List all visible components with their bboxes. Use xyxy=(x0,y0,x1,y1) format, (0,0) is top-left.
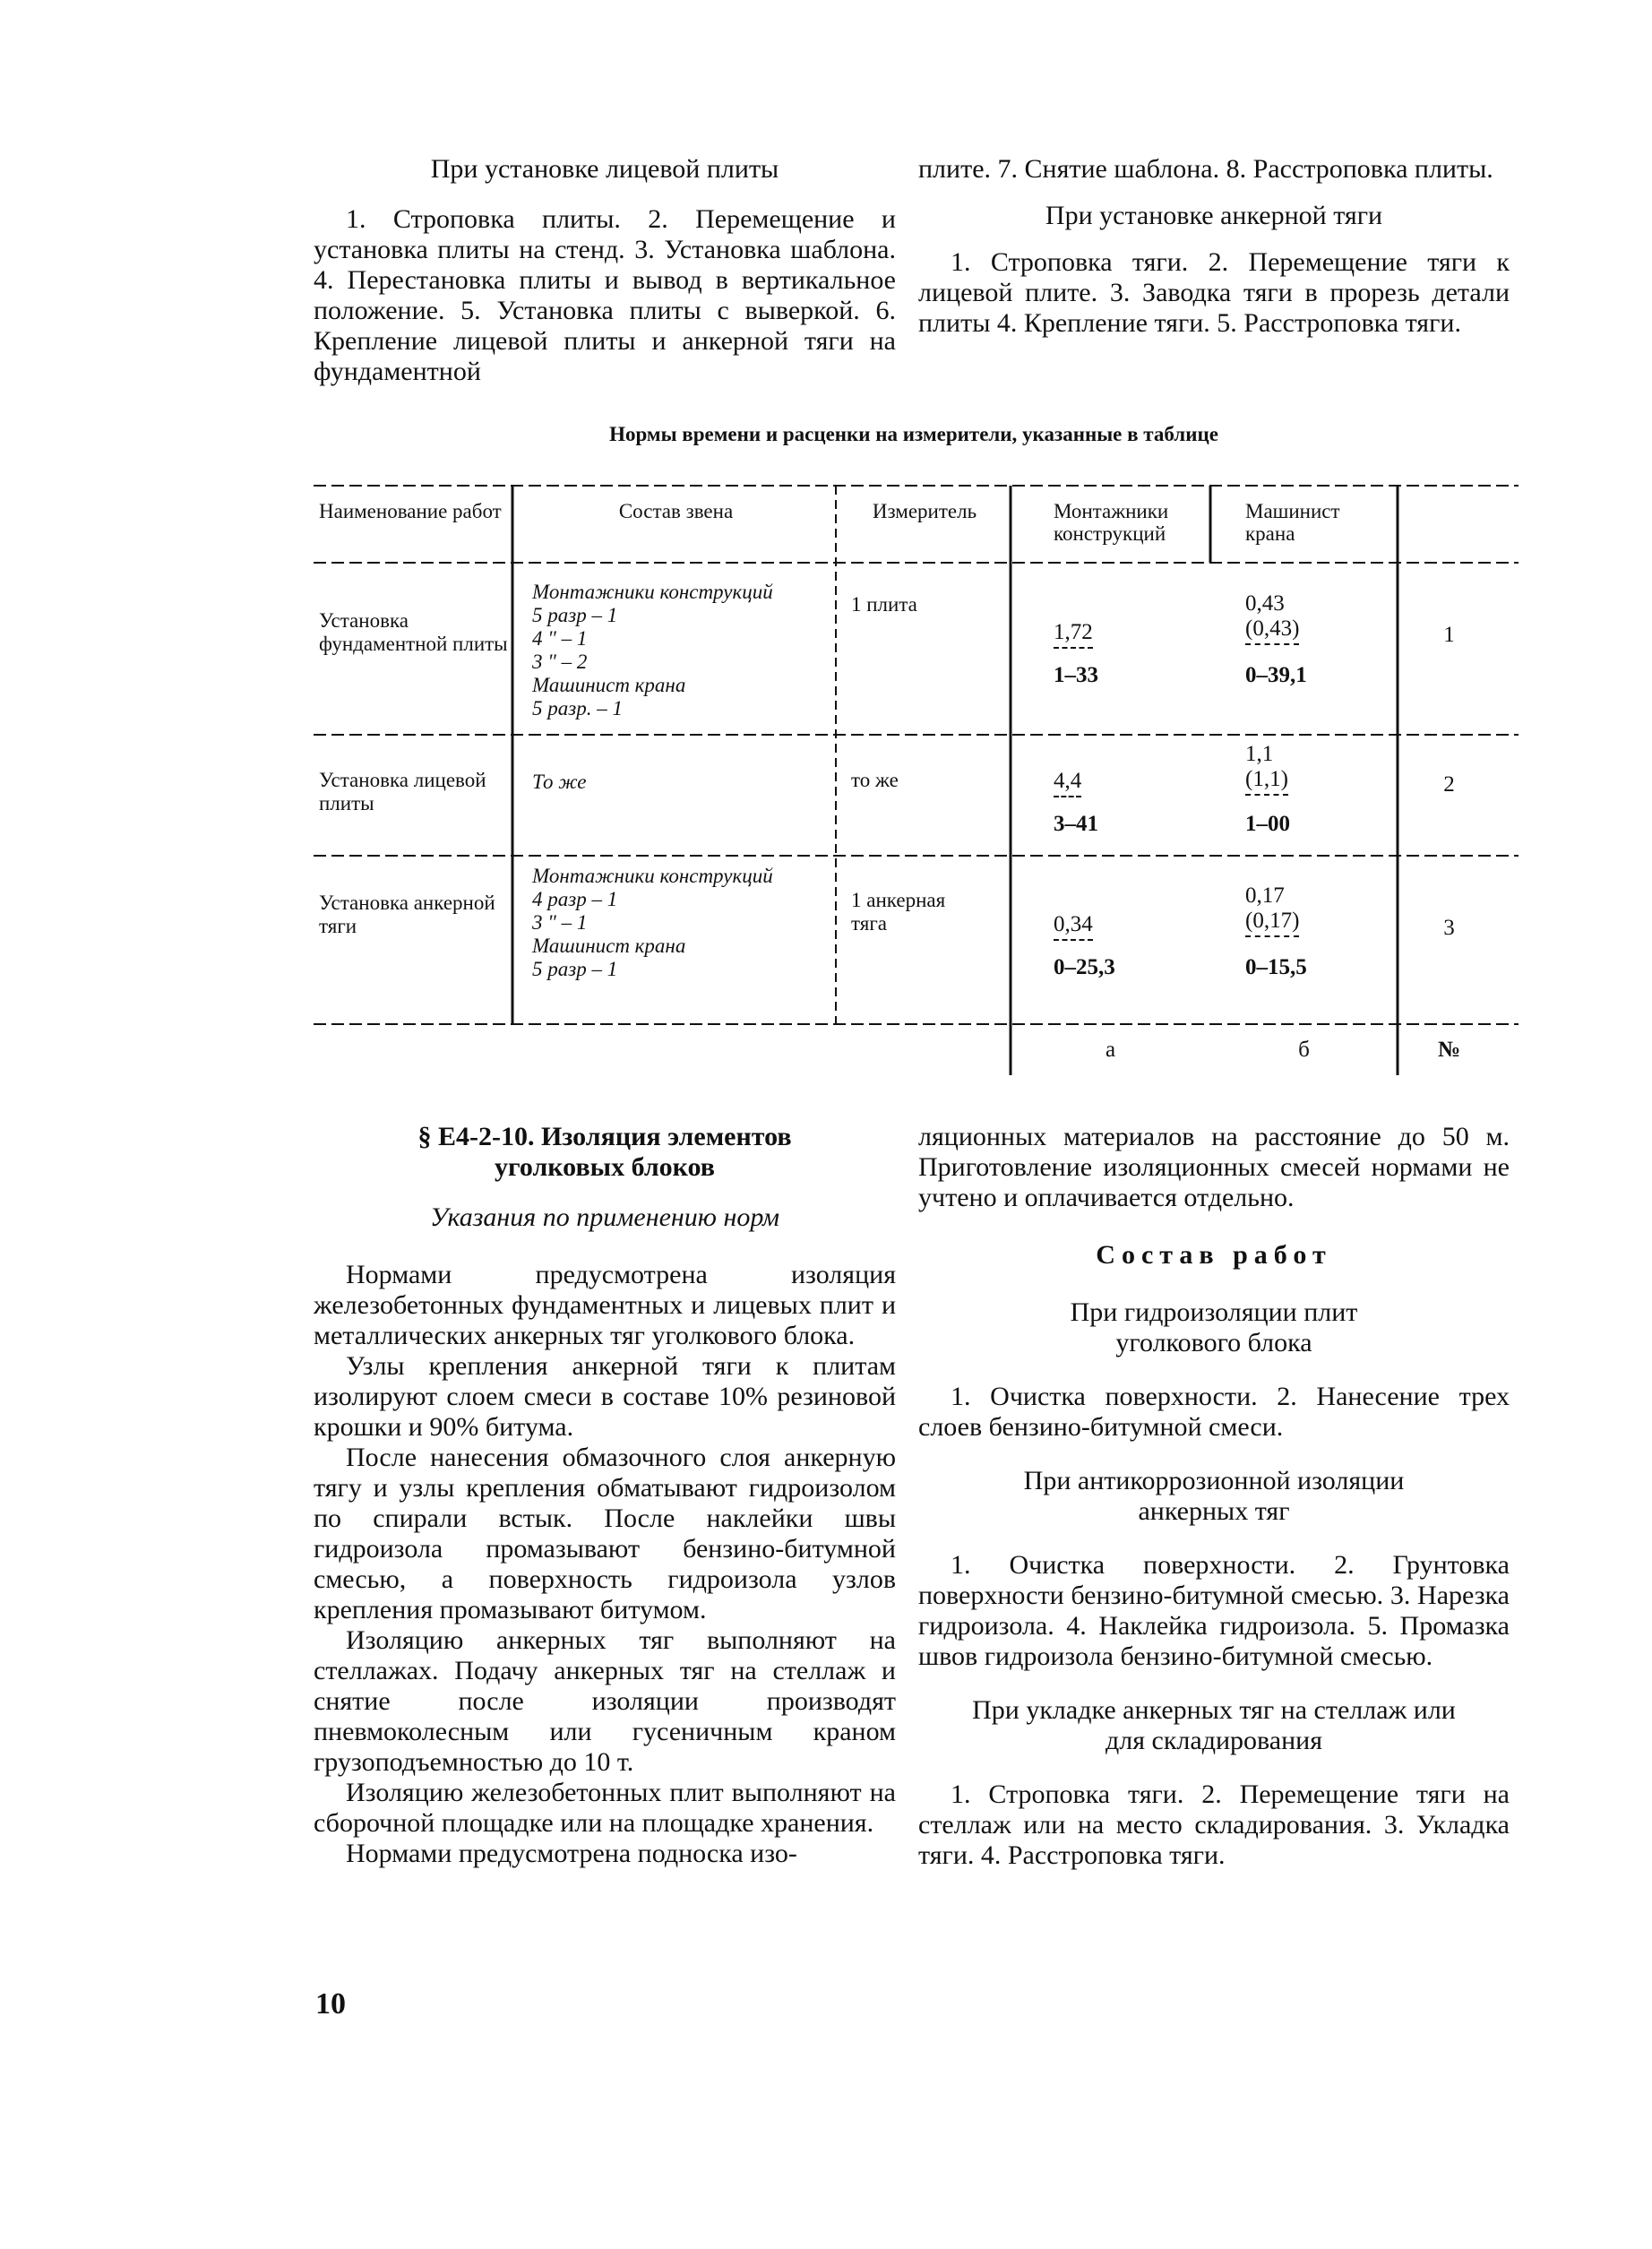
header-crew: Состав звена xyxy=(618,500,734,522)
top-left-column xyxy=(314,154,896,387)
row3-crew-line-1: Монтажники конструкций xyxy=(532,865,773,887)
paragraph-2: Узлы крепления анкерной тяги к плитам изолируют слоем смеси в составе 10% резиновой крошки и 90% битума. xyxy=(314,1351,896,1442)
row1-unit: 1 плита xyxy=(851,593,917,616)
anchor-rod-steps: 1. Строповка тяги. 2. Перемещение тяги к лицевой плите. 3. Заводка тяги в прорезь детали плиты 4. Крепление тяги. 5. Расстроповка тяги. xyxy=(918,247,1510,338)
section-title-line-1: § Е4-2-10. Изоляция элементов xyxy=(417,1122,792,1151)
face-plate-steps: 1. Строповка плиты. 2. Перемещение и установка плиты на стенд. 3. Установка шаблона. 4. Перестановка плиты и вывод в вертикальное положение. 5. Установка плиты с выверкой. 6. Крепление лицевой плиты и анкерной тяги на фундаментной xyxy=(314,204,896,386)
bottom-right-column xyxy=(918,1122,1510,1871)
row3-crew-line-3: 3 " – 1 xyxy=(532,911,588,934)
row3-b-norm: 0,17 xyxy=(1245,883,1285,908)
rod-stacking-steps: 1. Строповка тяги. 2. Перемещение тяги на стеллаж или на место складирования. 3. Укладка тяги. 4. Расстроповка тяги. xyxy=(918,1779,1510,1870)
row3-number: 3 xyxy=(1443,916,1455,940)
row2-b-rate: 1–00 xyxy=(1245,812,1290,836)
top-right-column xyxy=(918,154,1510,339)
row2-b-norm: 1,1 xyxy=(1245,742,1274,766)
row1-name: Установка фундаментной плиты xyxy=(319,609,508,655)
paragraph-3: После нанесения обмазочного слоя анкерную тягу и узлы крепления обматывают гидроизолом по спирали встык. После наклейки швы гидроизола промазывают бензино-битумной смесью, а поверхность гидроизола узлов крепления промазывают битумом. xyxy=(314,1443,896,1624)
paragraph-6: Нормами предусмотрена подноска изо- xyxy=(346,1839,797,1868)
row1-b-norm-alt: (0,43) xyxy=(1245,616,1299,645)
work-composition-heading: Состав работ xyxy=(1096,1240,1332,1270)
row2-b-norm-alt: (1,1) xyxy=(1245,767,1288,796)
anticorrosion-steps: 1. Очистка поверхности. 2. Грунтовка поверхности бензино-битумной смесью. 3. Нарезка гидроизола. 4. Наклейка гидроизола. 5. Промазка швов гидроизола бензино-битумной смесью. xyxy=(918,1550,1510,1671)
heading-anchor-rod: При установке анкерной тяги xyxy=(1045,201,1383,230)
norms-table xyxy=(314,484,1519,1075)
row3-crew-line-4: Машинист крана xyxy=(532,935,686,957)
row3-crew-line-5: 5 разр – 1 xyxy=(532,958,618,980)
section-subtitle: Указания по применению норм xyxy=(430,1202,779,1232)
page-number: 10 xyxy=(315,1987,346,2021)
row1-crew-line-6: 5 разр. – 1 xyxy=(532,697,623,720)
face-plate-steps-continued: плите. 7. Снятие шаблона. 8. Расстроповка плиты. xyxy=(918,154,1493,184)
row1-crew xyxy=(532,581,832,720)
header-col-a: Монтажники конструкций xyxy=(1054,500,1169,545)
table-caption: Нормы времени и расценки на измерители, указанные в таблице xyxy=(609,423,1218,445)
row3-name: Установка анкерной тяги xyxy=(319,892,495,937)
row3-a-norm: 0,34 xyxy=(1054,912,1093,941)
row1-number: 1 xyxy=(1443,623,1455,647)
row1-a-rate: 1–33 xyxy=(1054,663,1098,687)
paragraph-1: Нормами предусмотрена изоляция железобетонных фундаментных и лицевых плит и металлических анкерных тяг уголкового блока. xyxy=(314,1260,896,1350)
row1-crew-line-3: 4 " – 1 xyxy=(532,627,588,650)
row2-name: Установка лицевой плиты xyxy=(319,769,486,814)
row2-crew: То же xyxy=(532,771,587,793)
header-col-b: Машинист крана xyxy=(1245,500,1340,545)
paragraph-4: Изоляцию анкерных тяг выполняют на стеллажах. Подачу анкерных тяг на стеллаж и снятие после изоляции производят пневмоколесным или гусеничным краном грузоподъемностью до 10 т. xyxy=(314,1625,896,1777)
row2-unit: то же xyxy=(851,769,899,791)
row1-a-norm: 1,72 xyxy=(1054,620,1093,649)
row2-a-rate: 3–41 xyxy=(1054,812,1098,836)
heading-waterproofing: При гидроизоляции плит уголкового блока xyxy=(1070,1297,1358,1357)
row1-crew-line-2: 5 разр – 1 xyxy=(532,604,618,626)
heading-rod-stacking: При укладке анкерных тяг на стеллаж или для складирования xyxy=(972,1695,1456,1755)
row3-b-norm-alt: (0,17) xyxy=(1245,909,1299,937)
row3-unit: 1 анкерная тяга xyxy=(851,889,946,935)
row1-crew-line-4: 3 " – 2 xyxy=(532,651,588,673)
row1-crew-line-5: Машинист крана xyxy=(532,674,686,696)
bottom-left-column xyxy=(314,1122,896,1869)
waterproofing-steps: 1. Очистка поверхности. 2. Нанесение трех слоев бензино-битумной смеси. xyxy=(918,1382,1510,1442)
row2-number: 2 xyxy=(1443,772,1455,797)
footer-col-num: № xyxy=(1437,1038,1461,1062)
section-title-line-2: уголковых блоков xyxy=(494,1152,715,1182)
heading-anticorrosion: При антикоррозионной изоляции анкерных тяг xyxy=(1023,1466,1405,1526)
row3-b-rate: 0–15,5 xyxy=(1245,955,1307,979)
paragraph-5: Изоляцию железобетонных плит выполняют на сборочной площадке или на площадке хранения. xyxy=(314,1778,896,1838)
row3-crew xyxy=(532,865,832,981)
row1-crew-line-1: Монтажники конструкций xyxy=(532,581,773,603)
footer-col-a: а xyxy=(1105,1038,1116,1062)
row2-a-norm: 4,4 xyxy=(1054,769,1081,797)
row1-b-norm: 0,43 xyxy=(1245,591,1285,616)
row3-crew-line-2: 4 разр – 1 xyxy=(532,888,618,910)
footer-col-b: б xyxy=(1298,1038,1310,1062)
heading-face-plate: При установке лицевой плиты xyxy=(430,154,779,184)
row3-a-rate: 0–25,3 xyxy=(1054,955,1115,979)
header-unit: Измеритель xyxy=(872,500,977,522)
header-name: Наименование работ xyxy=(319,500,502,522)
paragraph-6-continued: ляционных материалов на расстояние до 50 м. Приготовление изоляционных смесей нормами не учтено и оплачивается отдельно. xyxy=(918,1122,1510,1212)
row1-b-rate: 0–39,1 xyxy=(1245,663,1307,687)
